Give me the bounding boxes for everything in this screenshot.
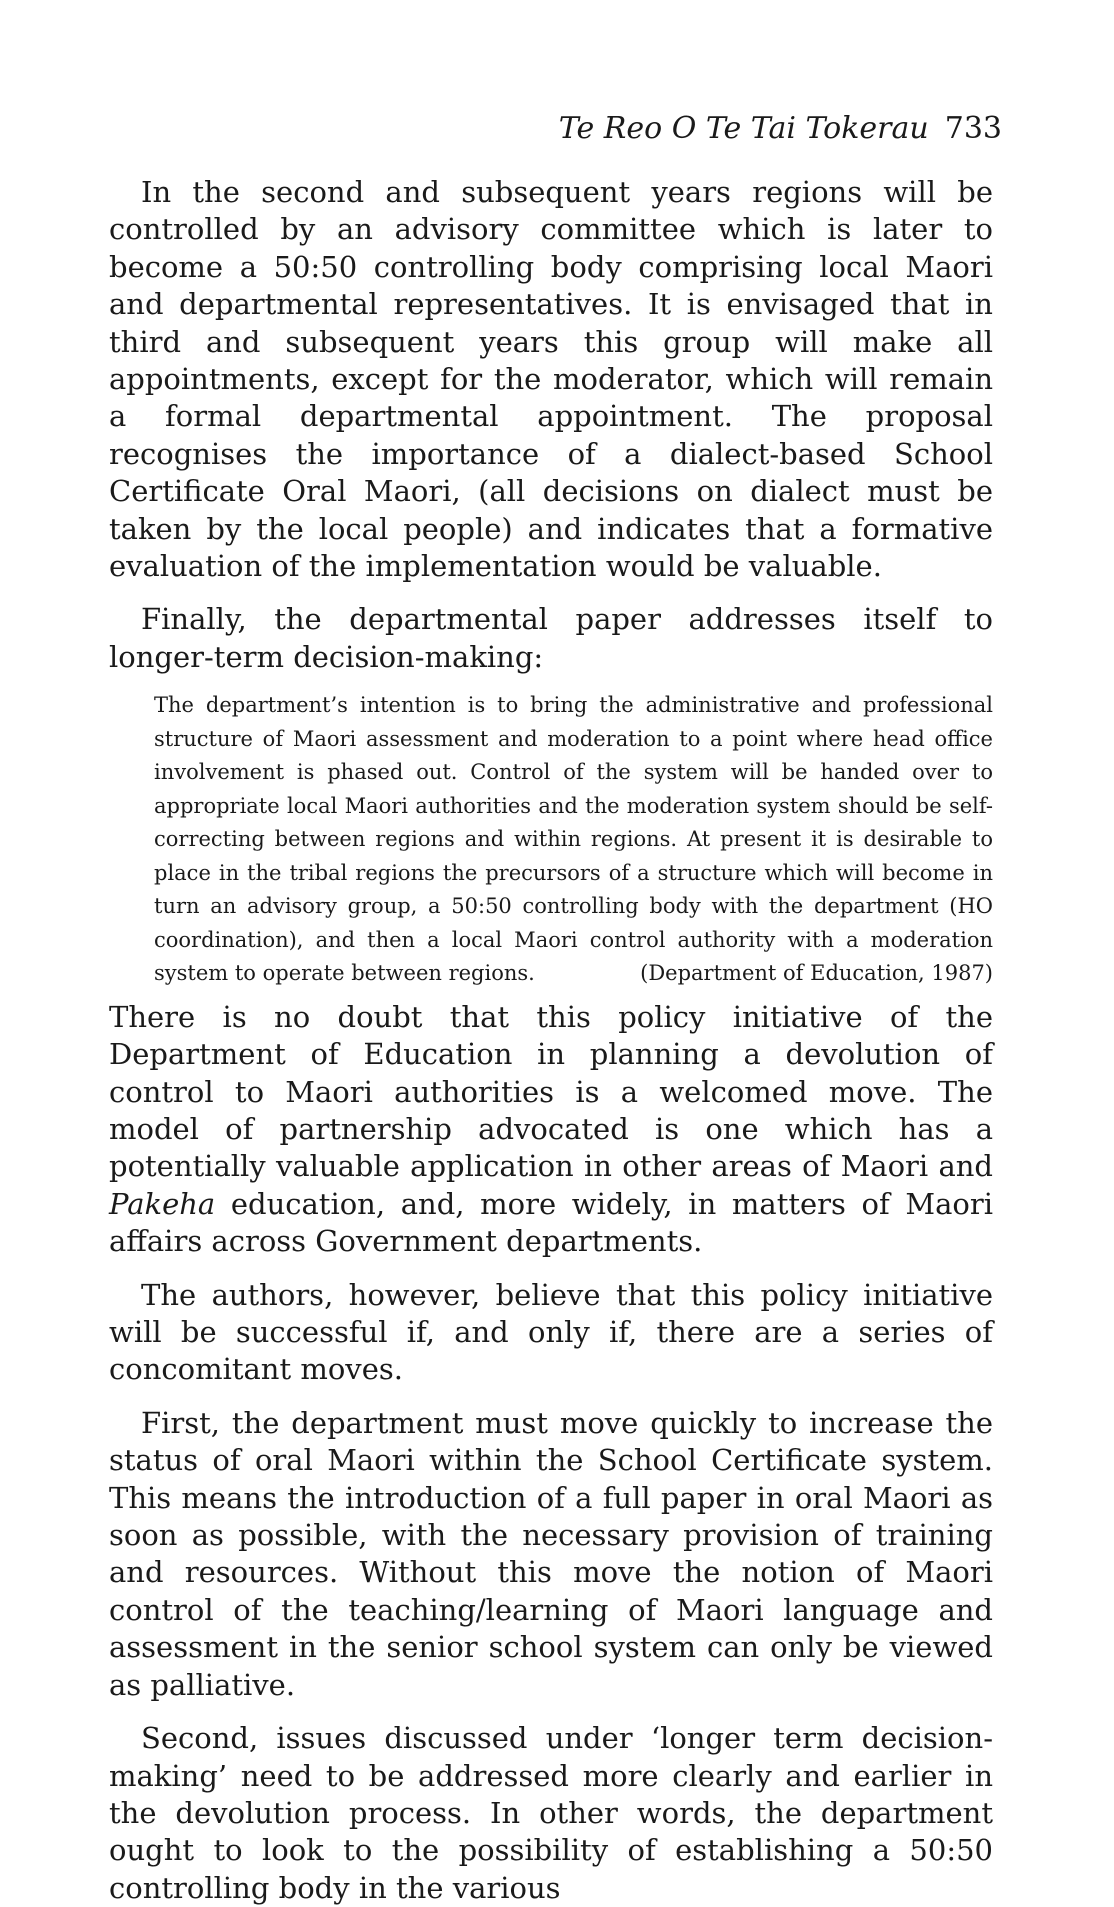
paragraph: The authors, however, believe that this policy initiative will be successful if, and only if, there are a series of concomitant moves. (109, 1277, 993, 1387)
block-quote-citation: (Department of Education, 1987) (640, 961, 993, 986)
paragraph-text: education, and, more widely, in matters of Maori affairs across Government departments. (109, 1186, 993, 1259)
running-head-title: Te Reo O Te Tai Tokerau (558, 111, 929, 146)
page-number: 733 (944, 111, 1002, 146)
body-text (109, 174, 993, 1907)
block-quote (154, 689, 993, 991)
paragraph: Finally, the departmental paper addresses itself to longer-term decision-making: (109, 602, 993, 674)
paragraph (109, 999, 993, 1261)
paragraph: Second, issues discussed under ‘longer term decision-making’ need to be addressed more clearly and earlier in the devolution process. In other words, the department ought to look to the possibility of establishing a 50:50 controlling body in the various (109, 1721, 993, 1905)
paragraph: In the second and subsequent years regions will be controlled by an advisory committee which is later to become a 50:50 controlling body comprising local Maori and departmental representatives. It is envisaged that in third and subsequent years this group will make all appointments, except for the moderator, which will remain a formal departmental appointment. The proposal recognises the importance of a dialect-based School Certificate Oral Maori, (all decisions on dialect must be taken by the local people) and indicates that a formative evaluation of the implementation would be valuable. (109, 175, 993, 584)
paragraph-text: There is no doubt that this policy initiative of the Department of Education in planning a devolution of control to Maori authorities is a welcomed move. The model of partnership advocated is one which has a potentially valuable application in other areas of Maori and (109, 999, 993, 1184)
italic-term: Pakeha (109, 1186, 216, 1221)
running-head (559, 112, 1002, 146)
block-quote-text: The department’s intention is to bring the administrative and professional structure of Maori assessment and moderation to a point where head office involvement is phased out. Control of the system will be handed over to appropriate local Maori authorities and the moderation system should be self-correcting between regions and within regions. At present it is desirable to place in the tribal regions the precursors of a structure which will become in turn an advisory group, a 50:50 controlling body with the department (HO coordination), and then a local Maori control authority with a moderation system to operate between regions. (154, 693, 993, 986)
paragraph: First, the department must move quickly to increase the status of oral Maori within the School Certificate system. This means the introduction of a full paper in oral Maori as soon as possible, with the necessary provision of training and resources. Without this move the notion of Maori control of the teaching/learning of Maori language and assessment in the senior school system can only be viewed as palliative. (109, 1405, 993, 1702)
